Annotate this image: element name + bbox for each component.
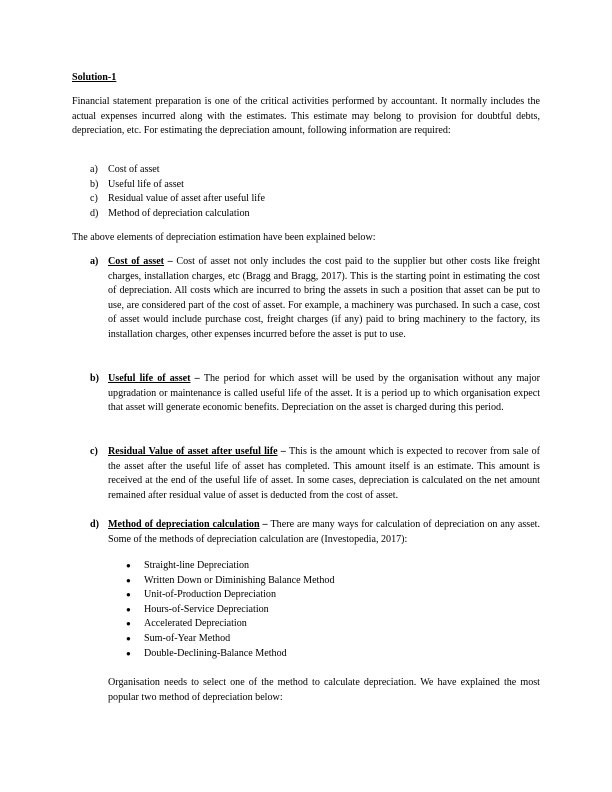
section-term: Method of depreciation calculation bbox=[108, 519, 260, 530]
section-body bbox=[108, 518, 540, 547]
list-item-text: Hours-of-Service Depreciation bbox=[144, 603, 269, 615]
list-item bbox=[126, 588, 526, 603]
section-body bbox=[108, 372, 540, 416]
list-item-text: Residual value of asset after useful life bbox=[108, 193, 265, 205]
section-residual-value bbox=[90, 445, 540, 503]
list-item-text: Straight-line Depreciation bbox=[144, 560, 250, 571]
bullet-icon: ● bbox=[126, 575, 131, 585]
list-item-text: Useful life of asset bbox=[108, 178, 184, 190]
section-marker: c) bbox=[90, 446, 98, 457]
list-item-text: Unit-of-Production Depreciation bbox=[144, 589, 277, 601]
bullet-icon: ● bbox=[126, 604, 131, 614]
list-item-text: Method of depreciation calculation bbox=[108, 207, 250, 219]
list-item-text: Written Down or Diminishing Balance Method bbox=[144, 574, 335, 586]
list-item-text: Sum-of-Year Method bbox=[144, 632, 231, 644]
bullet-icon: ● bbox=[126, 633, 131, 643]
section-text: This is the amount which is expected to recover from sale of the asset after the useful life of asset has completed. This amount itself is an estimate. This amount is received at the end of the useful life of asset. In some cases, depreciation is calculated on the net amount remained after residual value of asset is deducted from the cost of asset. bbox=[108, 446, 540, 501]
bullet-icon: ● bbox=[126, 648, 131, 658]
bullet-icon: ● bbox=[126, 619, 131, 629]
list-item bbox=[126, 617, 526, 632]
requirements-list bbox=[90, 163, 530, 221]
methods-list bbox=[126, 559, 526, 661]
section-depreciation-method bbox=[90, 518, 540, 547]
section-term: Residual Value of asset after useful life bbox=[108, 446, 278, 457]
explained-paragraph: The above elements of depreciation estimation have been explained below: bbox=[72, 232, 376, 243]
section-text: There are many ways for calculation of depreciation on any asset. Some of the methods of depreciation calculation are (Investopedia, 2017): bbox=[108, 519, 540, 545]
section-marker: b) bbox=[90, 373, 99, 384]
section-body bbox=[108, 255, 540, 343]
list-item-text: Accelerated Depreciation bbox=[144, 618, 247, 630]
section-heading: Solution-1 bbox=[72, 72, 117, 83]
section-text: The period for which asset will be used by the organisation without any major upgradation or maintenance is called useful life of the asset. It is a period up to which organisation expect that asset will generate economic benefits. Depreciation on the asset is charged during this period. bbox=[108, 373, 540, 414]
bullet-icon: ● bbox=[126, 590, 131, 600]
list-marker: c) bbox=[90, 193, 98, 205]
section-term: Cost of asset bbox=[108, 256, 165, 267]
intro-paragraph: Financial statement preparation is one of the critical activities performed by accountant. It normally includes the actual expenses incurred along with the estimates. This estimate may belong to provision for doubtful debts, depreciation, etc. For estimating the depreciation amount, following information are required: bbox=[72, 96, 540, 137]
section-dash: – bbox=[190, 373, 204, 384]
list-marker: b) bbox=[90, 178, 99, 190]
list-item bbox=[126, 574, 526, 589]
list-marker: d) bbox=[90, 207, 99, 219]
list-item bbox=[126, 603, 526, 618]
section-useful-life bbox=[90, 372, 540, 416]
section-marker: d) bbox=[90, 519, 99, 530]
list-marker: a) bbox=[90, 164, 98, 175]
list-item bbox=[126, 647, 526, 662]
list-item-text: Double-Declining-Balance Method bbox=[144, 647, 287, 659]
list-item bbox=[126, 559, 526, 574]
list-item bbox=[90, 178, 530, 193]
section-body bbox=[108, 445, 540, 503]
section-marker: a) bbox=[90, 256, 99, 267]
section-term: Useful life of asset bbox=[108, 373, 191, 384]
section-text: Cost of asset not only includes the cost paid to the supplier but other costs like freight charges, installation charges, etc (Bragg and Bragg, 2017). This is the starting point in estimating the cost of depreciation. All costs which are incurred to bring the assets in such a position that asset can be put to use, are considered part of the cost of asset. For example, a machinery was purchased. In such a case, cost of asset would include purchase cost, freight charges (if any) paid to bring machinery to the factory, its installation charges, other expenses incurred before the asset is put to use. bbox=[108, 256, 541, 340]
closing-paragraph: Organisation needs to select one of the method to calculate depreciation. We have explained the most popular two method of depreciation below: bbox=[108, 677, 540, 703]
section-cost-of-asset bbox=[90, 255, 540, 343]
list-item bbox=[90, 163, 530, 178]
list-item bbox=[90, 192, 530, 207]
list-item-text: Cost of asset bbox=[108, 164, 160, 175]
section-dash: – bbox=[259, 519, 271, 530]
bullet-icon: ● bbox=[126, 561, 131, 570]
section-dash: – bbox=[164, 256, 177, 267]
section-dash: – bbox=[277, 446, 289, 457]
list-item bbox=[126, 632, 526, 647]
list-item bbox=[90, 207, 530, 222]
